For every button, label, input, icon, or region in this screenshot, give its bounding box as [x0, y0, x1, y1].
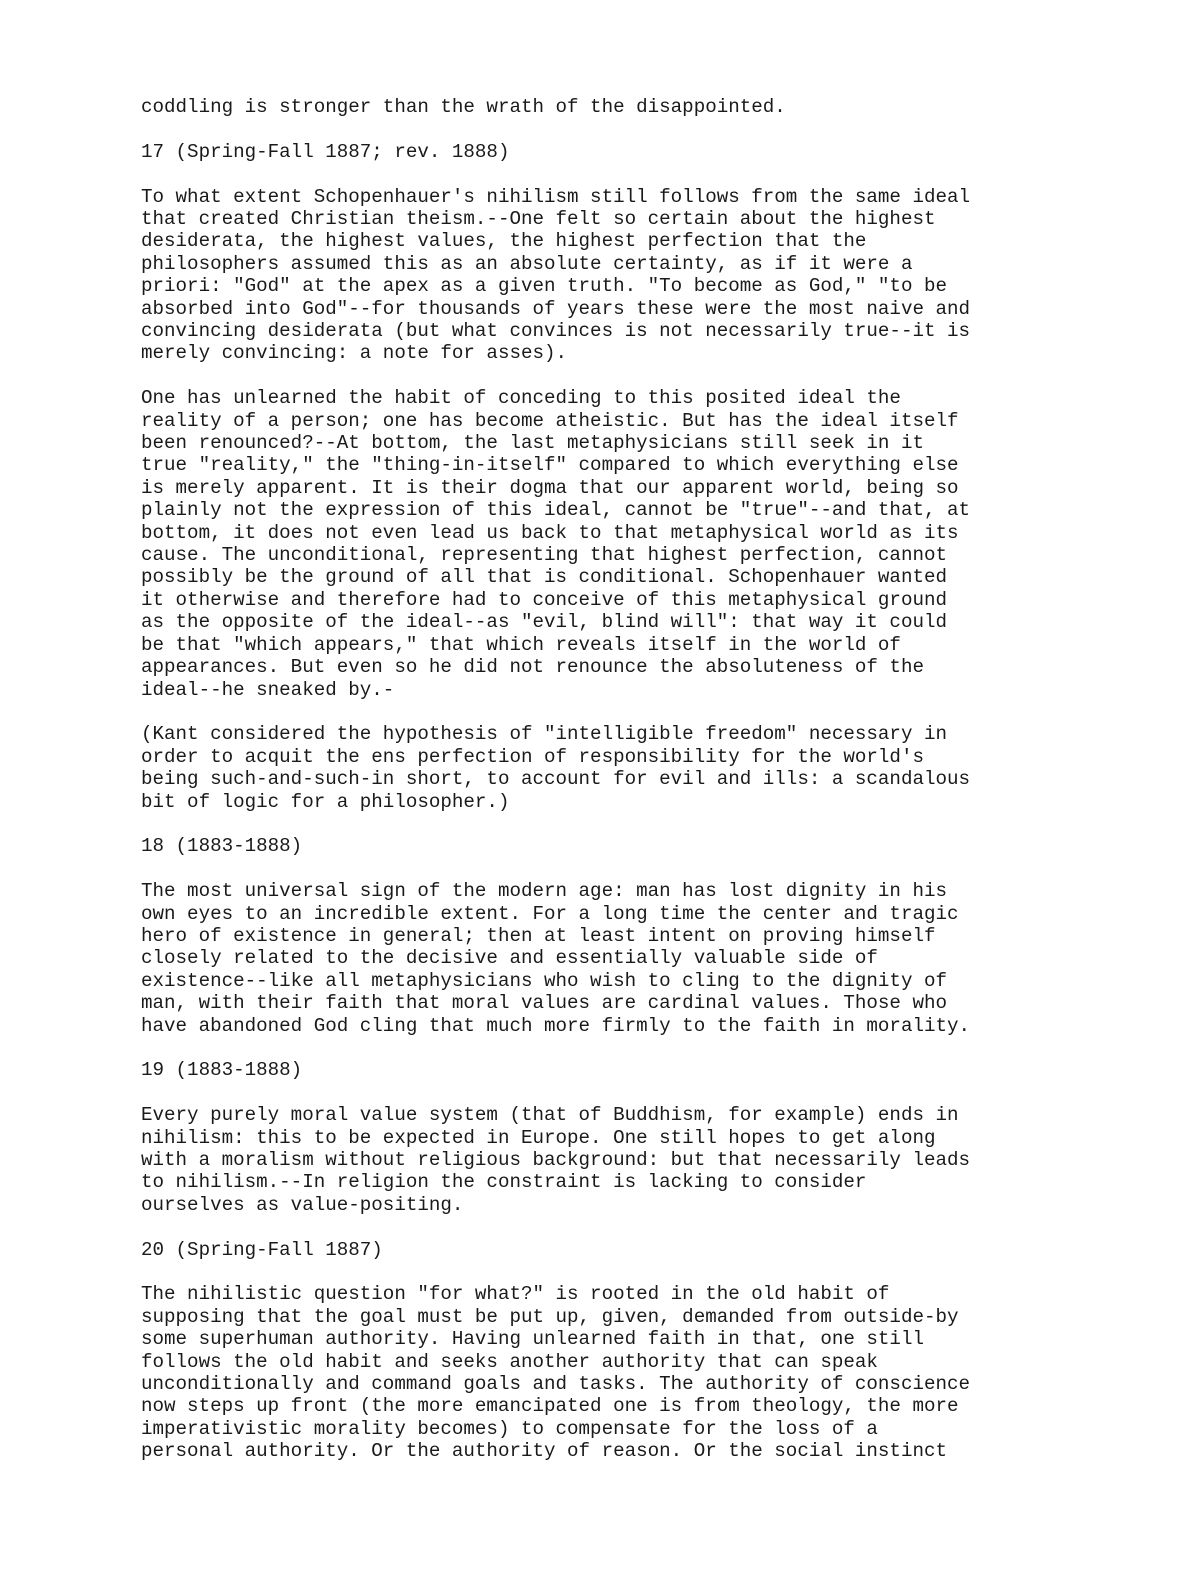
text-line: as the opposite of the ideal--as "evil, blind will": that way it could	[141, 611, 948, 634]
text-line: imperativistic morality becomes) to compensate for the loss of a	[141, 1417, 878, 1440]
paragraph	[141, 723, 1151, 813]
text-line: 18 (1883-1888)	[141, 835, 303, 858]
text-line: merely convincing: a note for asses).	[141, 342, 568, 365]
text-line: appearances. But even so he did not renounce the absoluteness of the	[141, 656, 924, 679]
section-heading	[141, 1239, 1151, 1261]
paragraph	[141, 186, 1151, 365]
text-line: 17 (Spring-Fall 1887; rev. 1888)	[141, 140, 510, 163]
text-line: ourselves as value-positing.	[141, 1193, 464, 1216]
text-line: To what extent Schopenhauer's nihilism still follows from the same ideal	[141, 185, 971, 208]
text-line: follows the old habit and seeks another authority that can speak	[141, 1350, 878, 1373]
paragraph	[141, 387, 1151, 701]
text-line: unconditionally and command goals and tasks. The authority of conscience	[141, 1373, 971, 1395]
text-line: have abandoned God cling that much more firmly to the faith in morality.	[141, 1014, 971, 1037]
text-line: hero of existence in general; then at least intent on proving himself	[141, 924, 936, 947]
text-line: reality of a person; one has become atheistic. But has the ideal itself	[141, 409, 959, 432]
text-line: supposing that the goal must be put up, given, demanded from outside-by	[141, 1305, 959, 1328]
section-heading	[141, 141, 1151, 163]
text-line: true "reality," the "thing-in-itself" compared to which everything else	[141, 454, 959, 477]
text-line: ideal--he sneaked by.-	[141, 678, 395, 701]
text-line: now steps up front (the more emancipated one is from theology, the more	[141, 1395, 959, 1418]
text-line: One has unlearned the habit of conceding to this posited ideal the	[141, 387, 901, 410]
section-heading	[141, 835, 1151, 857]
text-line: is merely apparent. It is their dogma that our apparent world, being so	[141, 476, 959, 499]
text-line: 19 (1883-1888)	[141, 1059, 303, 1082]
text-line: plainly not the expression of this ideal, cannot be "true"--and that, at	[141, 499, 971, 522]
text-line: convincing desiderata (but what convinces is not necessarily true--it is	[141, 320, 971, 343]
text-line: closely related to the decisive and essentially valuable side of	[141, 947, 878, 970]
text-line: The most universal sign of the modern age: man has lost dignity in his	[141, 880, 948, 903]
text-line: that created Christian theism.--One felt so certain about the highest	[141, 208, 936, 230]
text-line: to nihilism.--In religion the constraint is lacking to consider	[141, 1171, 867, 1194]
text-line: coddling is stronger than the wrath of the disappointed.	[141, 96, 786, 118]
paragraph	[141, 1283, 1151, 1462]
text-line: personal authority. Or the authority of reason. Or the social instinct	[141, 1440, 948, 1463]
text-line: Every purely moral value system (that of Buddhism, for example) ends in	[141, 1104, 959, 1127]
section-heading	[141, 1059, 1151, 1081]
text-line: some superhuman authority. Having unlearned faith in that, one still	[141, 1328, 924, 1351]
text-line: The nihilistic question "for what?" is rooted in the old habit of	[141, 1283, 890, 1306]
text-line: being such-and-such-in short, to account for evil and ills: a scandalous	[141, 768, 971, 791]
paragraph	[141, 96, 1151, 118]
text-line: priori: "God" at the apex as a given truth. "To become as God," "to be	[141, 275, 948, 298]
paragraph	[141, 1104, 1151, 1216]
text-line: 20 (Spring-Fall 1887)	[141, 1238, 383, 1261]
text-line: (Kant considered the hypothesis of "intelligible freedom" necessary in	[141, 723, 948, 746]
text-line: bottom, it does not even lead us back to that metaphysical world as its	[141, 521, 959, 544]
text-line: it otherwise and therefore had to conceive of this metaphysical ground	[141, 588, 948, 611]
text-line: philosophers assumed this as an absolute certainty, as if it were a	[141, 252, 913, 275]
text-line: been renounced?--At bottom, the last metaphysicians still seek in it	[141, 432, 924, 455]
text-line: possibly be the ground of all that is conditional. Schopenhauer wanted	[141, 566, 948, 589]
text-line: nihilism: this to be expected in Europe. One still hopes to get along	[141, 1126, 936, 1149]
text-line: order to acquit the ens perfection of responsibility for the world's	[141, 745, 924, 768]
text-line: with a moralism without religious background: but that necessarily leads	[141, 1148, 971, 1171]
paragraph	[141, 880, 1151, 1037]
text-line: existence--like all metaphysicians who wish to cling to the dignity of	[141, 969, 948, 992]
text-line: own eyes to an incredible extent. For a long time the center and tragic	[141, 902, 959, 925]
text-line: desiderata, the highest values, the highest perfection that the	[141, 230, 867, 253]
text-line: cause. The unconditional, representing that highest perfection, cannot	[141, 544, 948, 567]
text-line: man, with their faith that moral values are cardinal values. Those who	[141, 992, 948, 1015]
text-line: be that "which appears," that which reveals itself in the world of	[141, 633, 901, 656]
text-line: bit of logic for a philosopher.)	[141, 790, 510, 813]
document-page	[141, 96, 1151, 1485]
text-line: absorbed into God"--for thousands of years these were the most naive and	[141, 297, 971, 320]
